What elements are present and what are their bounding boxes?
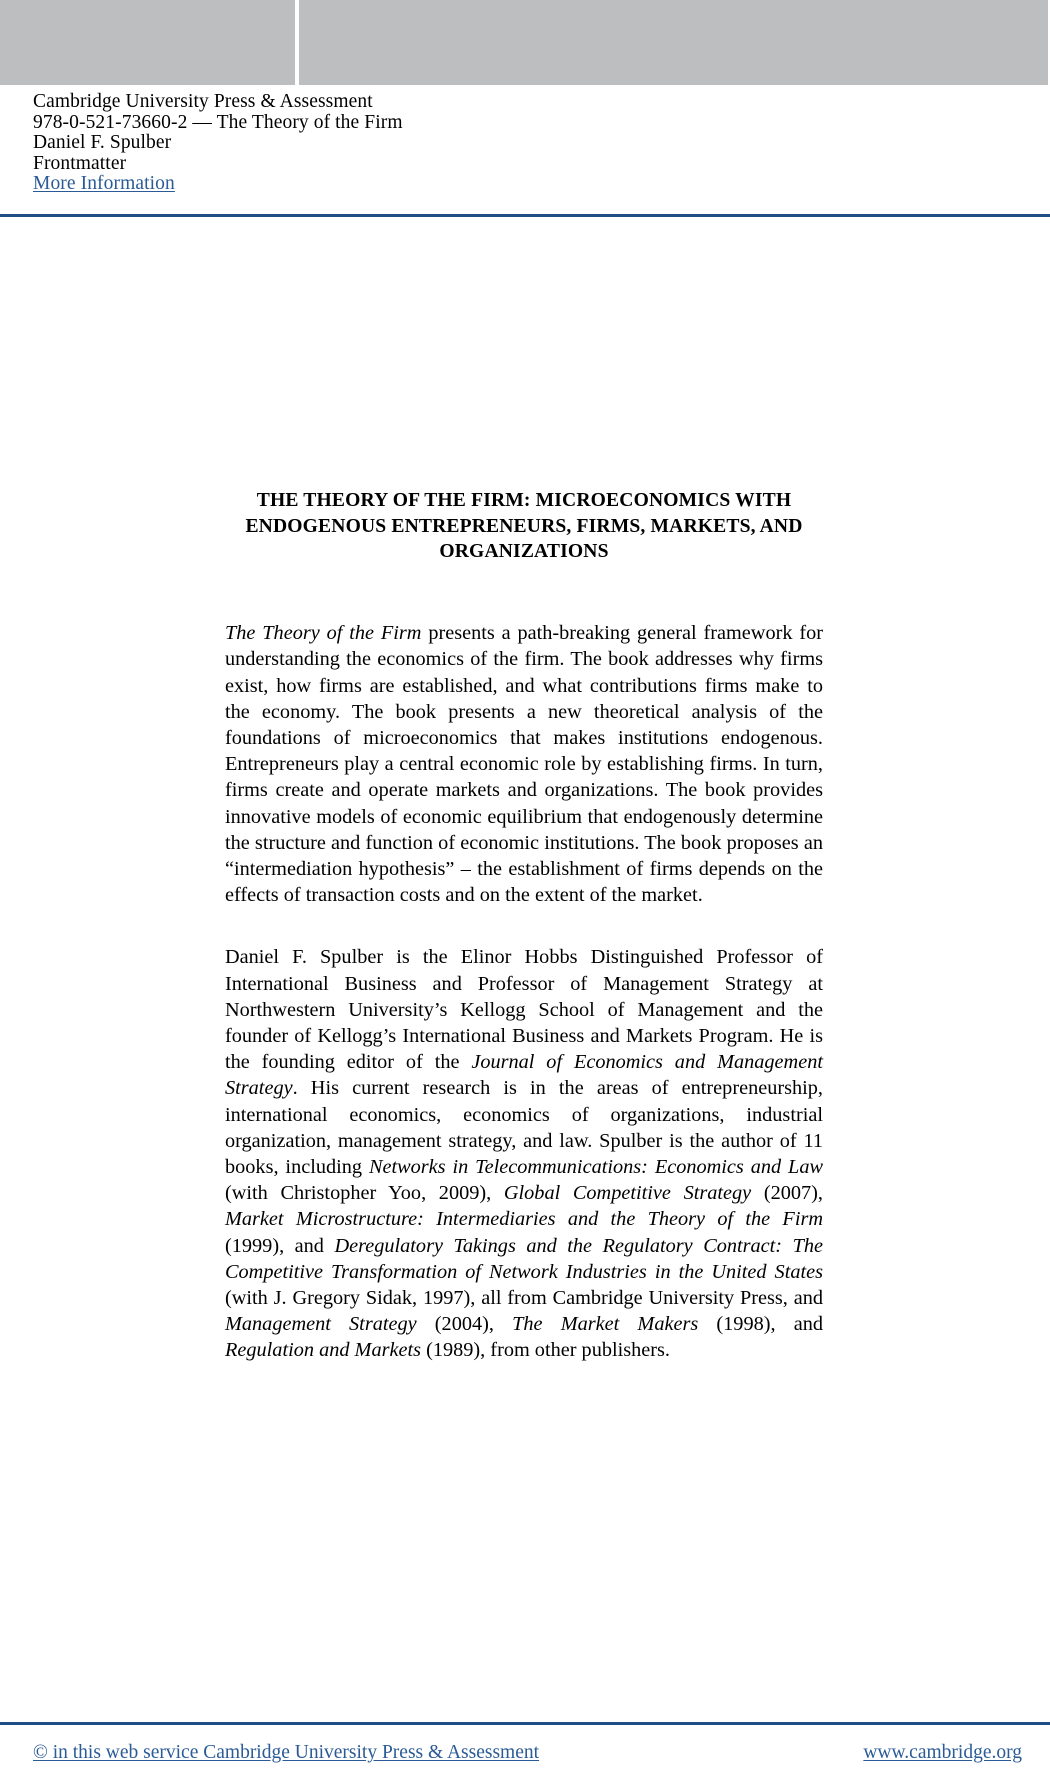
book-4-title-italic: Deregulatory Takings and the Regulatory Contract: The Competitive Transformation of Network Industries in the United States (225, 1234, 823, 1283)
book-7-title-italic: Regulation and Markets (225, 1339, 422, 1362)
book-title (225, 488, 823, 565)
author-bio-paragraph (225, 944, 823, 1363)
book-6-title-italic: The Market Makers (512, 1313, 699, 1336)
book-title-line-1: THE THEORY OF THE FIRM: MICROECONOMICS WITH (256, 490, 792, 511)
top-grey-band (0, 0, 1048, 85)
author-bio-segment-6: (with J. Gregory Sidak, 1997), all from Cambridge University Press, and (225, 1286, 823, 1309)
book-1-title-italic: Networks in Telecommunications: Economics and Law (368, 1155, 823, 1178)
page-content (225, 488, 823, 1364)
author-bio-segment-9: (1989), from other publishers. (421, 1339, 670, 1362)
copyright-link[interactable]: © in this web service Cambridge University Press & Assessment (33, 1742, 540, 1763)
author-bio-segment-4: (2007), (751, 1182, 823, 1205)
book-description-paragraph (225, 620, 823, 908)
more-information-link[interactable]: More Information (33, 173, 175, 195)
header-publisher: Cambridge University Press & Assessment (33, 91, 373, 112)
header-section: Frontmatter (33, 152, 127, 174)
cambridge-website-link[interactable]: www.cambridge.org (863, 1742, 1022, 1763)
author-bio-segment-7: (2004), (416, 1313, 513, 1336)
footer-divider-rule (0, 1722, 1050, 1725)
book-5-title-italic: Management Strategy (225, 1313, 417, 1336)
book-2-title-italic: Global Competitive Strategy (503, 1182, 752, 1205)
header-divider-rule (0, 214, 1050, 217)
book-description-body: presents a path-breaking general framework for understanding the economics of the firm. The book addresses why firms exist, how firms are established, and what contributions firms make to the economy. The book presents a new theoretical analysis of the foundations of microeconomics that makes institutions endogenous. Entrepreneurs play a central economic role by establishing firms. In turn, firms create and operate markets and organizations. The book provides innovative models of economic equilibrium that endogenously determine the structure and function of economic institutions. The book proposes an “intermediation hypothesis” – the establishment of firms depends on the effects of transaction costs and on the extent of the market. (225, 622, 823, 907)
running-header (33, 92, 733, 195)
book-title-line-3: ORGANIZATIONS (439, 541, 609, 563)
journal-title-italic: Journal of Economics and Management Strategy (225, 1051, 823, 1100)
author-bio-segment-5: (1999), and (225, 1234, 335, 1257)
page-footer (0, 1742, 1050, 1782)
book-title-line-2: ENDOGENOUS ENTREPRENEURS, FIRMS, MARKETS, AND (245, 515, 803, 537)
book-3-title-italic: Market Microstructure: Intermediaries and the Theory of the Firm (225, 1208, 823, 1231)
top-band-divider (295, 0, 299, 85)
header-isbn-title: 978-0-521-73660-2 — The Theory of the Firm (33, 111, 403, 133)
header-author: Daniel F. Spulber (33, 132, 172, 154)
book-title-italic-mention: The Theory of the Firm (225, 622, 422, 645)
author-bio-segment-3: (with Christopher Yoo, 2009), (225, 1182, 504, 1205)
author-bio-segment-1: Daniel F. Spulber is the Elinor Hobbs Distinguished Professor of International Business and Professor of Management Strategy at Northwestern University’s Kellogg School of Management and the founder of Kellogg’s International Business and Markets Program. He is the founding editor of the (225, 946, 823, 1074)
author-bio-segment-2: . His current research is in the areas of entrepreneurship, international economics, economics of organizations, industrial organization, management strategy, and law. Spulber is the author of 11 books, including (225, 1077, 823, 1178)
author-bio-segment-8: (1998), and (698, 1313, 823, 1336)
